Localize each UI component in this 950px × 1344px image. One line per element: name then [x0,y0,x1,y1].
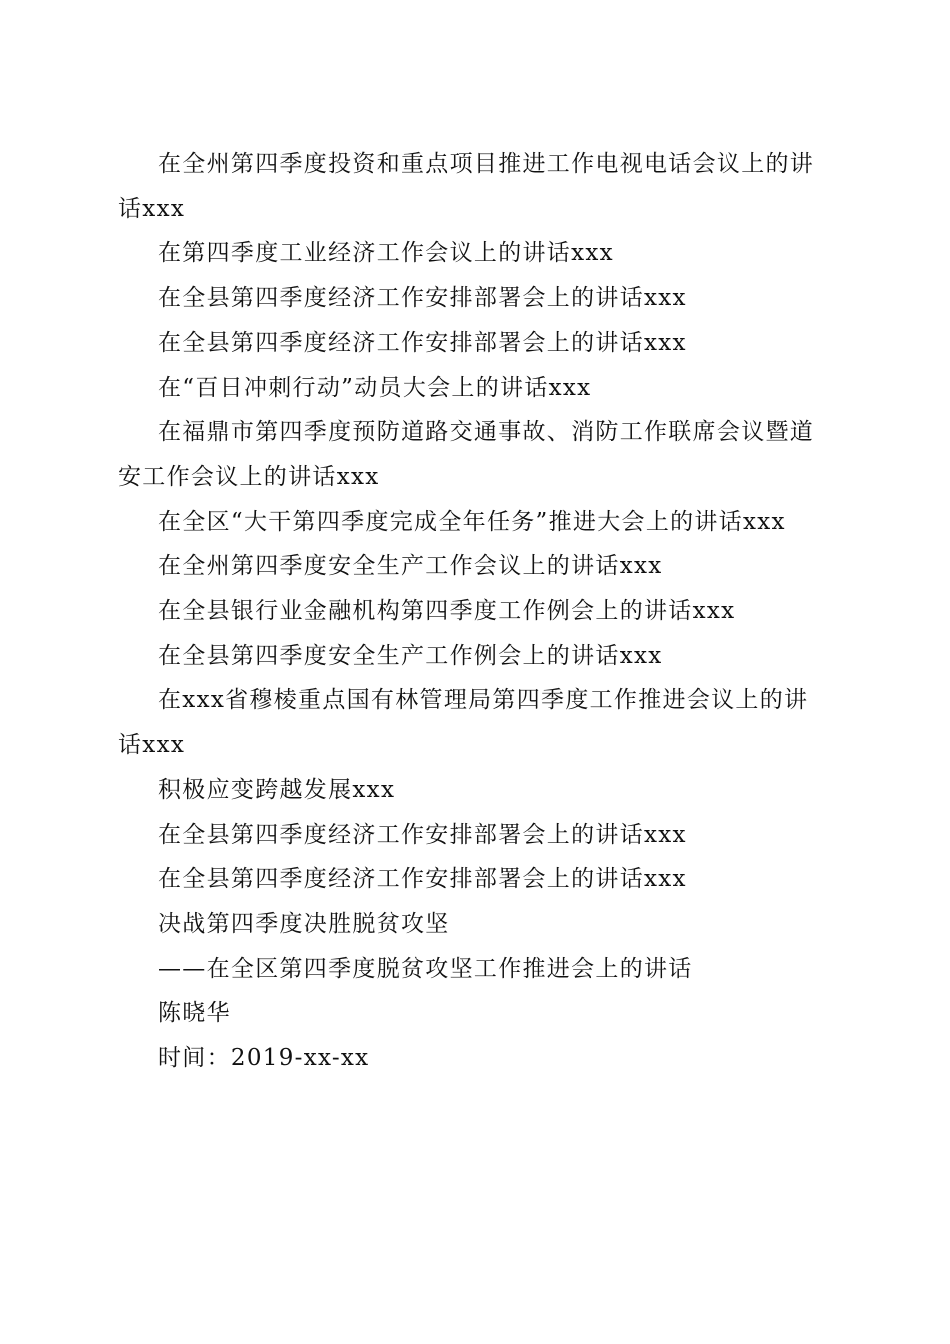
paragraph-7: 在全区“大干第四季度完成全年任务”推进大会上的讲话xxx [158,508,786,535]
speaker-name: 陈晓华 [158,1000,231,1027]
paragraph-11: 在xxx省穆棱重点国有林管理局第四季度工作推进会议上的讲话xxx [118,687,809,759]
paragraph-6: 在福鼎市第四季度预防道路交通事故、消防工作联席会议暨道安工作会议上的讲话xxx [118,419,815,490]
speech-date: 时间：2019-xx-xx [158,1045,370,1072]
paragraph-4: 在全县第四季度经济工作安排部署会上的讲话xxx [158,329,687,356]
speech-subtitle: ——在全区第四季度脱贫攻坚工作推进会上的讲话 [158,955,693,982]
paragraph-13: 在全县第四季度经济工作安排部署会上的讲话xxx [158,821,687,848]
paragraph-9: 在全县银行业金融机构第四季度工作例会上的讲话xxx [158,598,736,625]
paragraph-10: 在全县第四季度安全生产工作例会上的讲话xxx [158,642,663,669]
paragraph-3: 在全县第四季度经济工作安排部署会上的讲话xxx [158,285,687,312]
paragraph-12: 积极应变跨越发展xxx [158,776,396,803]
paragraph-2: 在第四季度工业经济工作会议上的讲话xxx [158,240,614,267]
paragraph-1: 在全州第四季度投资和重点项目推进工作电视电话会议上的讲话xxx [118,151,815,222]
paragraph-14: 在全县第四季度经济工作安排部署会上的讲话xxx [158,866,687,893]
paragraph-8: 在全州第四季度安全生产工作会议上的讲话xxx [158,553,663,580]
paragraph-5: 在“百日冲刺行动”动员大会上的讲话xxx [158,374,592,401]
speech-title: 决战第四季度决胜脱贫攻坚 [158,910,450,937]
document-body [118,142,826,1081]
